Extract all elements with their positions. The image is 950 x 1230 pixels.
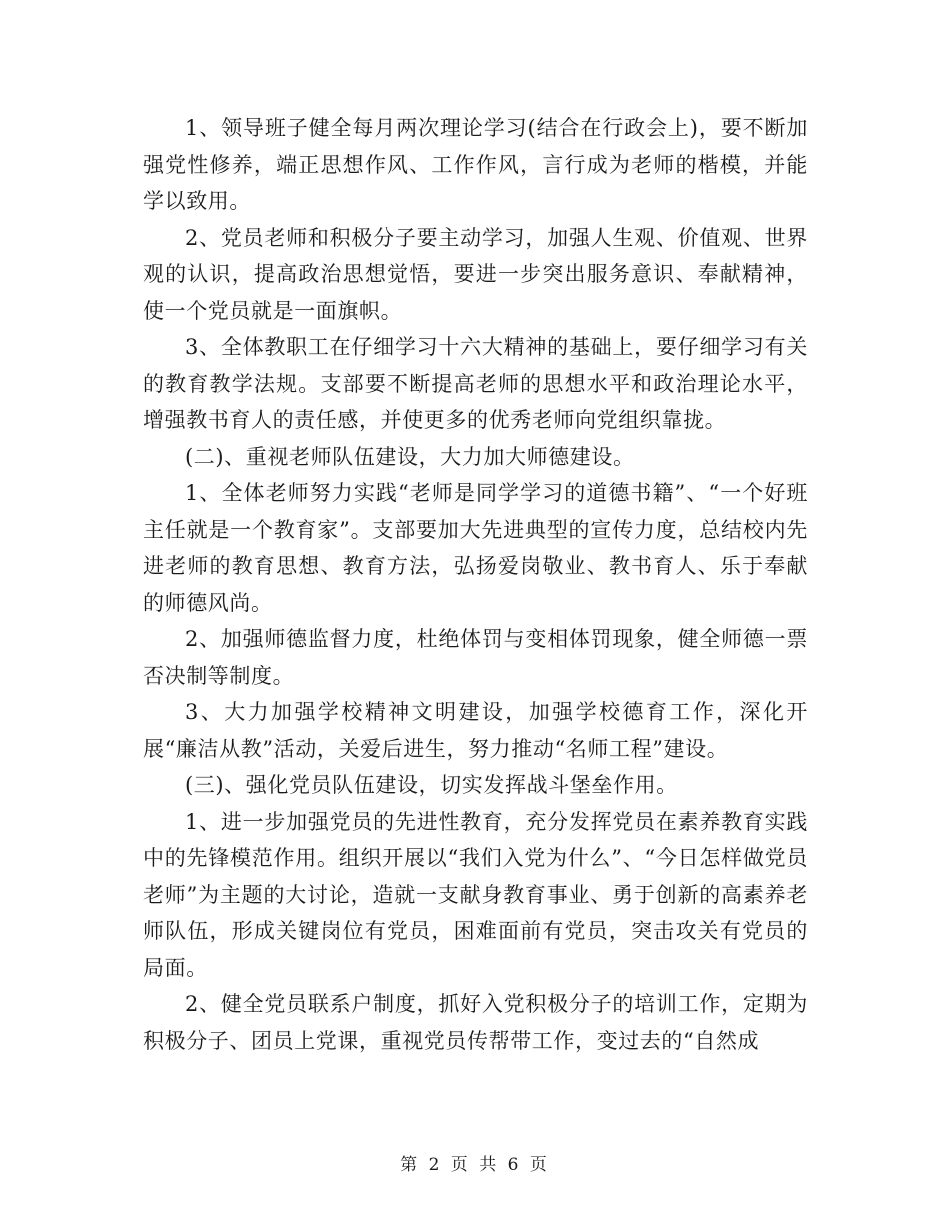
paragraph: 1、进一步加强党员的先进性教育，充分发挥党员在素养教育实践中的先锋模范作用。组织开展以“我们入党为什么”、“今日怎样做党员老师”为主题的大讨论，造就一支献身教育事业、勇于创新的高素养老师队伍，形成关键岗位有党员，困难面前有党员，突击攻关有党员的局面。	[143, 809, 808, 980]
section-heading: (三)、强化党员队伍建设，切实发挥战斗堡垒作用。	[185, 773, 678, 797]
page-number-footer: 第 2 页 共 6 页	[400, 1155, 550, 1175]
paragraph: 2、健全党员联系户制度，抓好入党积极分子的培训工作，定期为积极分子、团员上党课，重视党员传帮带工作，变过去的“自然成	[143, 992, 808, 1053]
section-heading: (二)、重视老师队伍建设，大力加大师德建设。	[185, 444, 635, 469]
paragraph: 1、全体老师努力实践“老师是同学学习的道德书籍”、“一个好班主任就是一个教育家”。支部要加大先进典型的宣传力度，总结校内先进老师的教育思想、教育方法，弘扬爱岗敬业、教书育人、乐于奉献的师德风尚。	[143, 481, 808, 615]
paragraph: 1、领导班子健全每月两次理论学习(结合在行政会上)，要不断加强党性修养，端正思想作风、工作作风，言行成为老师的楷模，并能学以致用。	[143, 116, 808, 213]
paragraph: 2、加强师德监督力度，杜绝体罚与变相体罚现象，健全师德一票否决制等制度。	[143, 627, 808, 688]
paragraph: 3、全体教职工在仔细学习十六大精神的基础上，要仔细学习有关的教育教学法规。支部要不断提高老师的思想水平和政治理论水平，增强教书育人的责任感，并使更多的优秀老师向党组织靠拢。	[143, 335, 808, 432]
paragraph: 2、党员老师和积极分子要主动学习，加强人生观、价值观、世界观的认识，提高政治思想觉悟，要进一步突出服务意识、奉献精神，使一个党员就是一面旗帜。	[143, 225, 808, 323]
paragraph: 3、大力加强学校精神文明建设，加强学校德育工作，深化开展“廉洁从教”活动，关爱后进生，努力推动“名师工程”建设。	[143, 700, 808, 761]
document-body	[143, 110, 808, 1059]
